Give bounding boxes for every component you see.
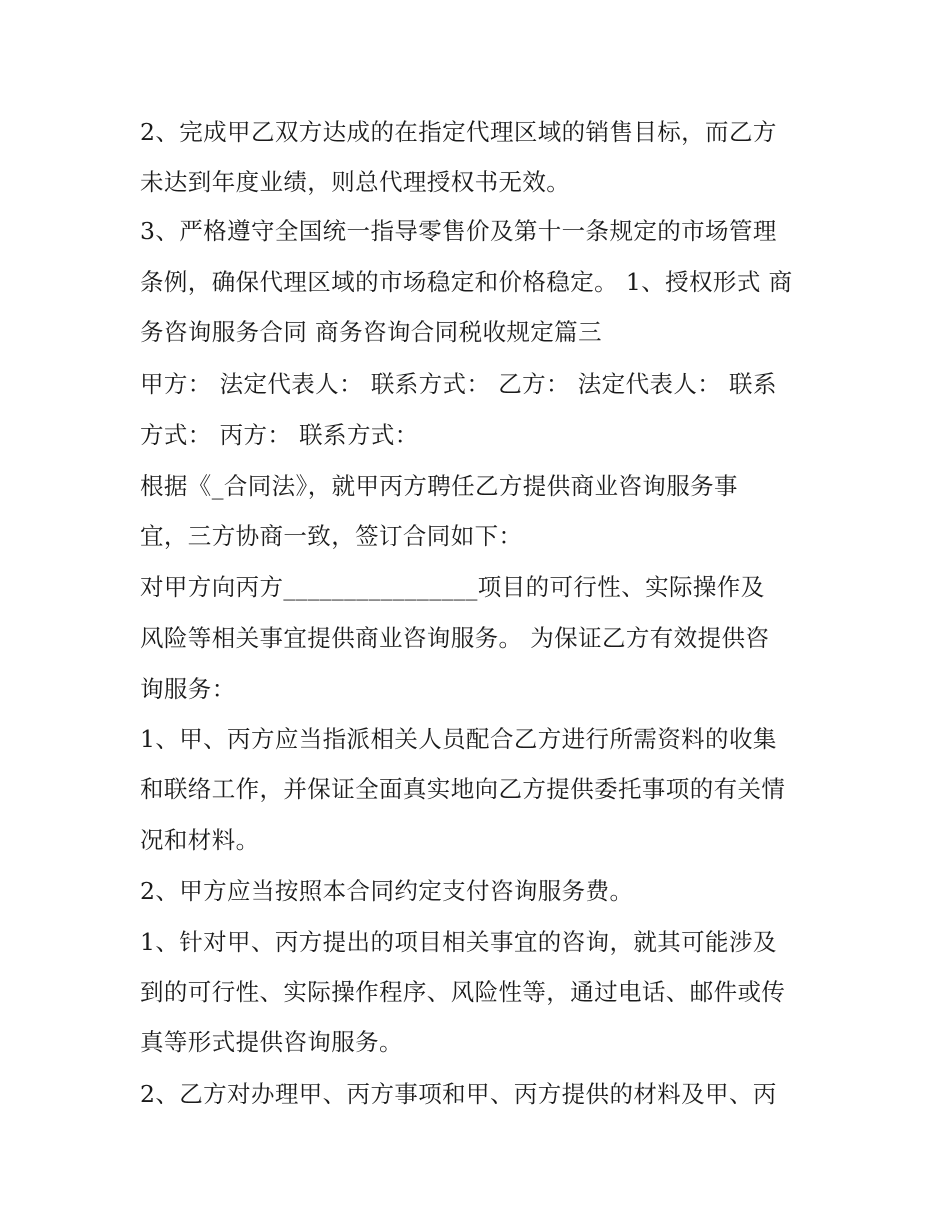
paragraph-line: 况和材料。 — [140, 826, 260, 854]
paragraph-line: 1、甲、丙方应当指派相关人员配合乙方进行所需资料的收集 — [140, 725, 777, 753]
paragraph-line: 根据《_合同法》，就甲丙方聘任乙方提供商业咨询服务事 — [140, 472, 738, 500]
paragraph-line: 2、完成甲乙双方达成的在指定代理区域的销售目标，而乙方 — [140, 118, 777, 146]
paragraph-line: 方式： 丙方： 联系方式： — [140, 421, 419, 449]
paragraph-line: 和联络工作，并保证全面真实地向乙方提供委托事项的有关情 — [140, 775, 786, 803]
paragraph-line: 2、甲方应当按照本合同约定支付咨询服务费。 — [140, 877, 634, 905]
paragraph-line: 未达到年度业绩，则总代理授权书无效。 — [140, 168, 571, 196]
paragraph-line: 风险等相关事宜提供商业咨询服务。 为保证乙方有效提供咨 — [140, 624, 770, 652]
paragraph-line: 宜，三方协商一致，签订合同如下： — [140, 522, 523, 550]
paragraph-line: 甲方： 法定代表人： 联系方式： 乙方： 法定代表人： 联系 — [140, 370, 777, 398]
paragraph-line: 条例，确保代理区域的市场稳定和价格稳定。 1、授权形式 商 — [140, 268, 793, 296]
paragraph-line: 询服务： — [140, 675, 236, 703]
paragraph-line: 3、严格遵守全国统一指导零售价及第十一条规定的市场管理 — [140, 217, 777, 245]
paragraph-line: 2、乙方对办理甲、丙方事项和甲、丙方提供的材料及甲、丙 — [140, 1080, 777, 1108]
paragraph-line: 到的可行性、实际操作程序、风险性等，通过电话、邮件或传 — [140, 978, 786, 1006]
paragraph-line: 务咨询服务合同 商务咨询合同税收规定篇三 — [140, 318, 602, 346]
paragraph-line: 1、针对甲、丙方提出的项目相关事宜的咨询，就其可能涉及 — [140, 928, 777, 956]
paragraph-line: 对甲方向丙方________________项目的可行性、实际操作及 — [140, 573, 765, 601]
paragraph-line: 真等形式提供咨询服务。 — [140, 1028, 403, 1056]
